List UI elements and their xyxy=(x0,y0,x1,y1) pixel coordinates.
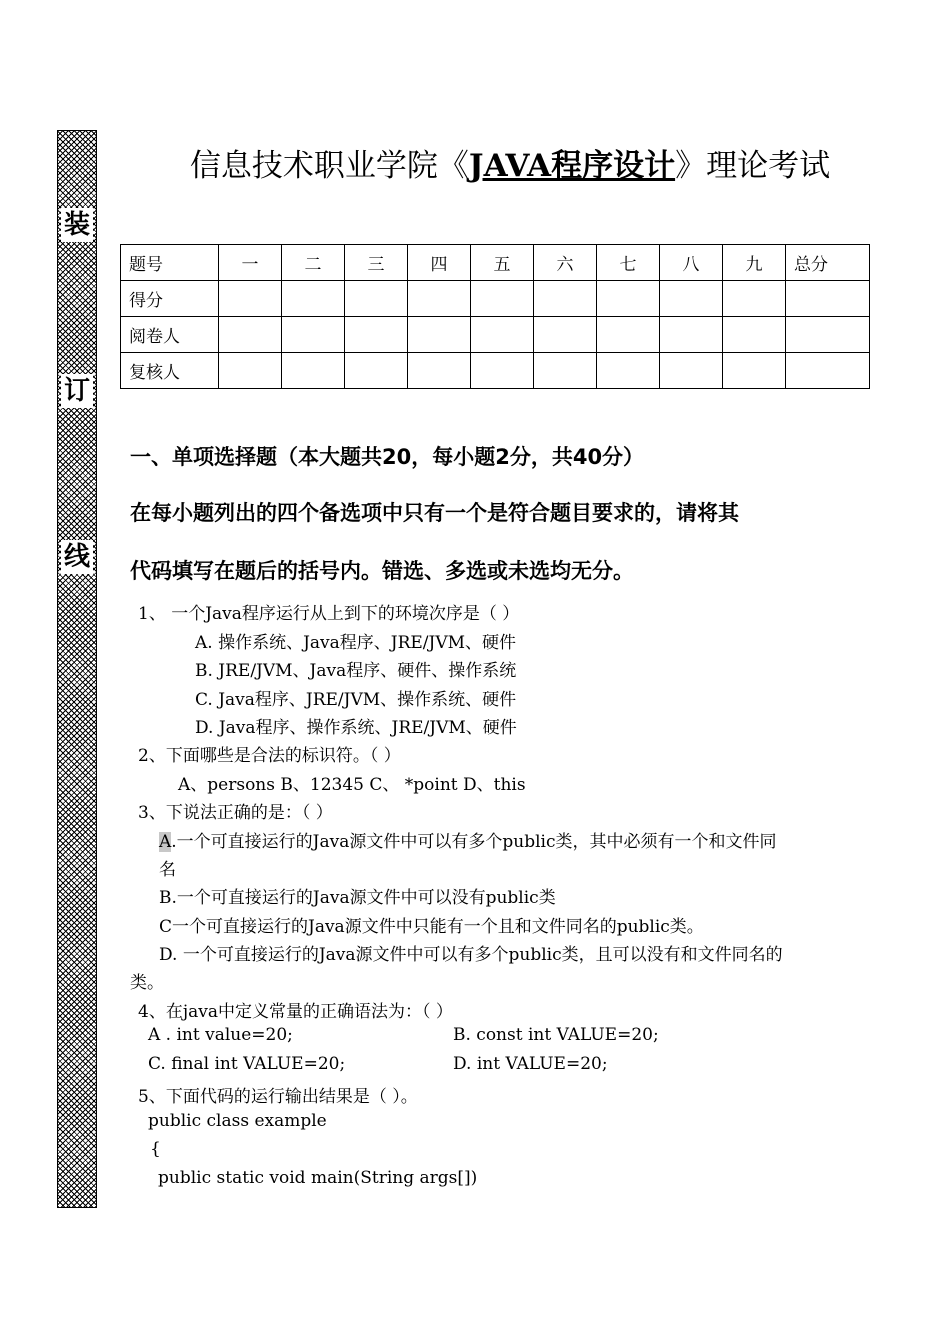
score-table-cell xyxy=(219,317,282,353)
q3-option-a-letter: A xyxy=(159,832,172,852)
score-table-cell xyxy=(282,281,345,317)
score-table-cell: 四 xyxy=(408,245,471,281)
score-table-cell xyxy=(660,281,723,317)
binding-char-xian: 线 xyxy=(61,540,93,574)
score-table-cell xyxy=(786,353,870,389)
score-table-row-label: 得分 xyxy=(121,281,219,317)
score-table-row xyxy=(121,317,870,353)
score-table-cell xyxy=(534,317,597,353)
score-table-row-label: 阅卷人 xyxy=(121,317,219,353)
score-table-cell xyxy=(219,353,282,389)
score-table-cell xyxy=(786,317,870,353)
score-table-cell xyxy=(660,317,723,353)
q4-option-a: A . int value=20; xyxy=(148,1025,293,1045)
score-table-row xyxy=(121,353,870,389)
q5-stem: 5、下面代码的运行输出结果是（ ）。 xyxy=(138,1087,418,1107)
q3-option-c: C一个可直接运行的Java源文件中只能有一个且和文件同名的public类。 xyxy=(159,917,704,937)
score-table-cell xyxy=(723,353,786,389)
score-table-cell: 七 xyxy=(597,245,660,281)
binding-char-ding: 订 xyxy=(61,374,93,408)
score-table-row-label: 复核人 xyxy=(121,353,219,389)
score-table-row xyxy=(121,245,870,281)
binding-strip xyxy=(57,130,97,1208)
score-table-cell xyxy=(597,317,660,353)
score-table-cell xyxy=(471,281,534,317)
score-table-cell xyxy=(534,353,597,389)
score-table-cell xyxy=(597,353,660,389)
score-table-cell xyxy=(345,281,408,317)
q3-option-d: D. 一个可直接运行的Java源文件中可以有多个public类，且可以没有和文件同名的 xyxy=(159,945,783,965)
q4-stem: 4、在java中定义常量的正确语法为：（ ） xyxy=(138,1002,453,1022)
score-table-row xyxy=(121,281,870,317)
q3-option-d-cont: 类。 xyxy=(130,973,164,993)
q1-option-d: D. Java程序、操作系统、JRE/JVM、硬件 xyxy=(195,718,517,738)
score-table xyxy=(120,244,870,389)
score-table-cell: 六 xyxy=(534,245,597,281)
score-table-cell: 一 xyxy=(219,245,282,281)
score-table-cell xyxy=(219,281,282,317)
score-table-cell: 五 xyxy=(471,245,534,281)
score-table-cell xyxy=(471,353,534,389)
q2-options: A、persons B、12345 C、 *point D、this xyxy=(178,775,526,795)
q1-option-a: A. 操作系统、Java程序、JRE/JVM、硬件 xyxy=(195,633,517,653)
q1-stem: 1、 一个Java程序运行从上到下的环境次序是（ ） xyxy=(138,604,520,624)
score-table-cell xyxy=(408,281,471,317)
score-table-cell: 九 xyxy=(723,245,786,281)
score-table-cell xyxy=(282,317,345,353)
score-table-cell xyxy=(723,281,786,317)
score-table-cell xyxy=(408,317,471,353)
score-table-cell xyxy=(345,317,408,353)
q5-code-line2: { xyxy=(150,1139,161,1159)
score-table-cell: 三 xyxy=(345,245,408,281)
q3-option-a-text: .一个可直接运行的Java源文件中可以有多个public类，其中必须有一个和文件同 xyxy=(171,832,777,852)
q3-option-a xyxy=(159,827,776,852)
score-table-cell xyxy=(660,353,723,389)
q4-option-d: D. int VALUE=20; xyxy=(453,1054,608,1074)
q3-option-b: B.一个可直接运行的Java源文件中可以没有public类 xyxy=(159,888,556,908)
score-table-cell xyxy=(408,353,471,389)
section-instruction-line1: 在每小题列出的四个备选项中只有一个是符合题目要求的，请将其 xyxy=(130,501,739,525)
title-prefix: 信息技术职业学院《 xyxy=(189,148,469,184)
binding-char-zhuang: 装 xyxy=(61,208,93,242)
title-suffix: 》理论考试 xyxy=(675,148,831,184)
score-table-cell: 总分 xyxy=(786,245,870,281)
q3-stem: 3、下说法正确的是：（ ） xyxy=(138,803,333,823)
exam-title xyxy=(110,140,910,185)
q2-stem: 2、下面哪些是合法的标识符。（ ） xyxy=(138,746,401,766)
score-table-cell xyxy=(723,317,786,353)
q4-option-c: C. final int VALUE=20; xyxy=(148,1054,346,1074)
score-table-cell xyxy=(471,317,534,353)
section-heading: 一、单项选择题（本大题共20，每小题2分，共40分） xyxy=(130,445,645,469)
q5-code-line3: public static void main(String args[]) xyxy=(158,1168,478,1188)
score-table-cell: 二 xyxy=(282,245,345,281)
score-table-cell: 八 xyxy=(660,245,723,281)
q1-option-b: B. JRE/JVM、Java程序、硬件、操作系统 xyxy=(195,661,517,681)
q1-option-c: C. Java程序、JRE/JVM、操作系统、硬件 xyxy=(195,690,517,710)
score-table-cell xyxy=(534,281,597,317)
score-table-cell xyxy=(786,281,870,317)
score-table-cell xyxy=(345,353,408,389)
q5-code-line1: public class example xyxy=(148,1111,327,1131)
q4-option-b: B. const int VALUE=20; xyxy=(453,1025,659,1045)
score-table-row-label: 题号 xyxy=(121,245,219,281)
score-table-cell xyxy=(282,353,345,389)
course-name: JAVA程序设计 xyxy=(468,148,676,184)
score-table-cell xyxy=(597,281,660,317)
q3-option-a-cont: 名 xyxy=(159,860,176,880)
section-instruction-line2: 代码填写在题后的括号内。错选、多选或未选均无分。 xyxy=(130,559,634,583)
